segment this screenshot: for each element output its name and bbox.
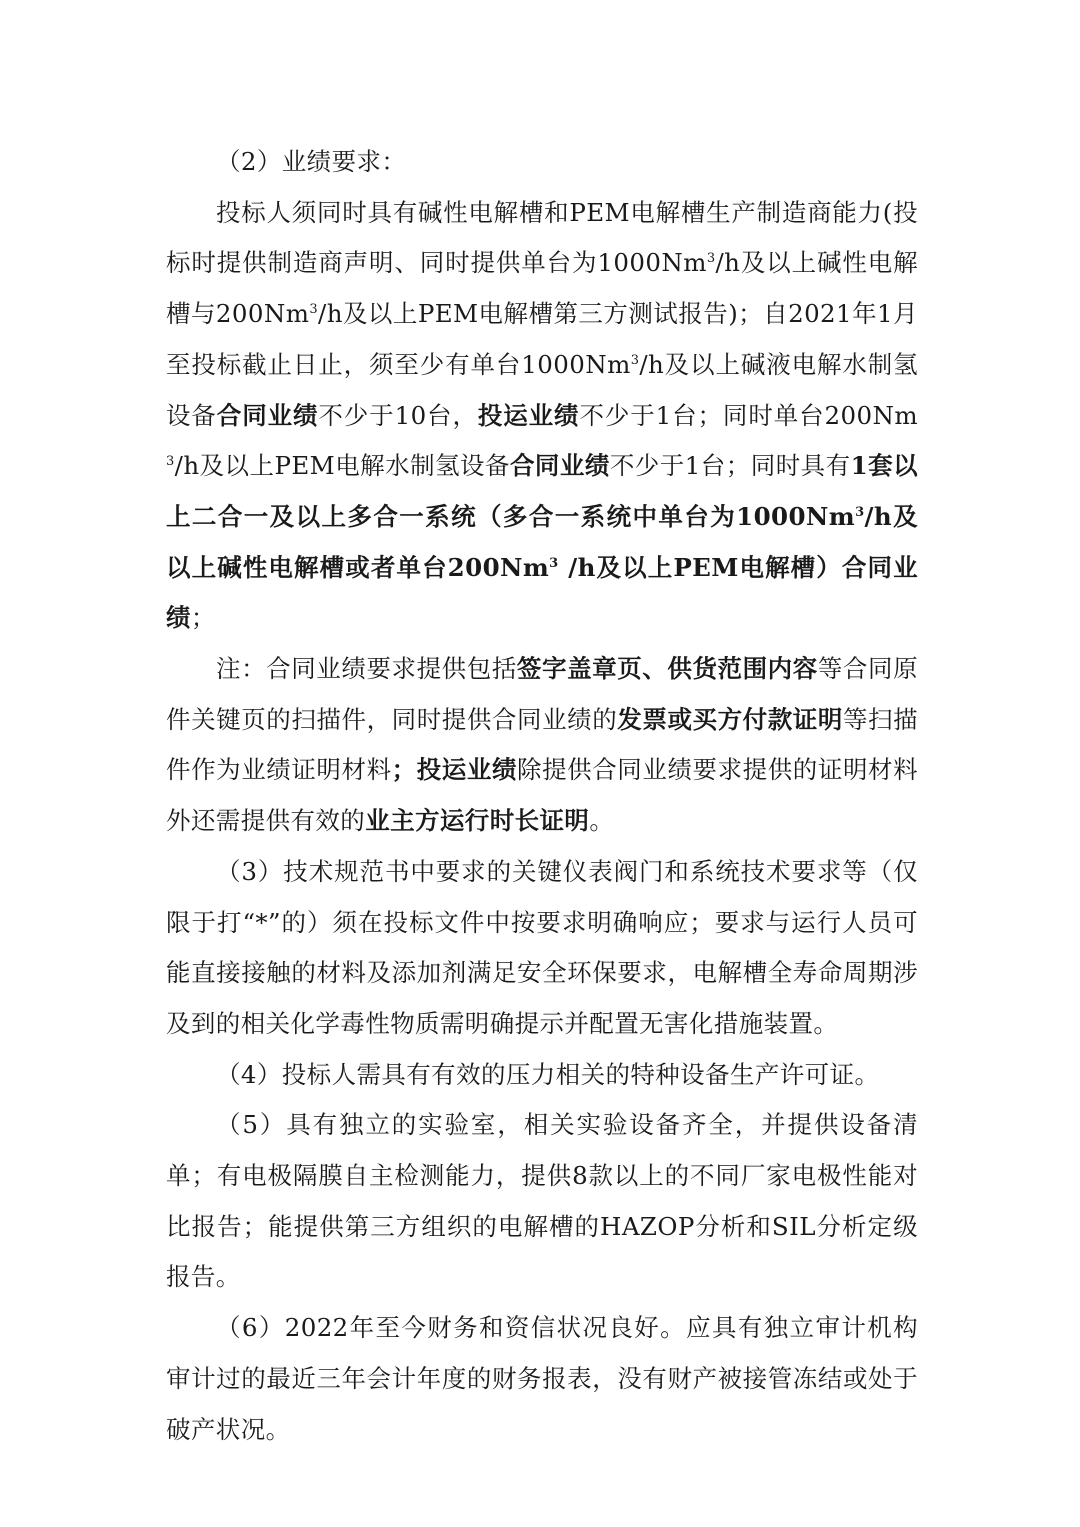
text-run: 不少于1台；同时单台200Nm [579, 400, 918, 430]
bold-text-run: /h及以上PEM电解槽）合同业绩 [166, 552, 919, 633]
document-page [166, 137, 918, 1455]
section-3-paragraph: （3）技术规范书中要求的关键仪表阀门和系统技术要求等（仅限于打“*”的）须在投标文件中按要求明确响应；要求与运行人员可能直接接触的材料及添加剂满足安全环保要求，电解槽全寿命周期涉及到的相关化学毒性物质需明确提示并配置无害化措施装置。 [166, 856, 918, 1038]
text-run: 不少于10台， [318, 400, 478, 430]
bold-text-run: 业主方运行时长证明 [365, 806, 590, 836]
section-4-paragraph: （4）投标人需具有有效的压力相关的特种设备生产许可证。 [216, 1059, 880, 1089]
bold-text-run: 发票或买方付款证明 [617, 704, 843, 734]
text-run: /h及以上碱液电解水制氢设备 [166, 349, 918, 430]
text-run: 注：合同业绩要求提供包括 [216, 654, 517, 684]
bold-text-run: 合同业绩 [216, 400, 319, 430]
section-2-heading: （2）业绩要求： [216, 147, 407, 176]
bold-text-run: 投运业绩 [477, 400, 580, 430]
bold-text-run: 1套以上二合一及以上多合一系统（多合一系统中单台为1000Nm [166, 451, 918, 531]
text-run: 不少于1台；同时具有 [609, 451, 851, 481]
text-run: ； [190, 603, 216, 633]
superscript: 3 [855, 504, 865, 520]
bold-text-run: /h及以上碱性电解槽或者单台200Nm [166, 501, 918, 582]
text-run: 等扫描件作为业绩证明材料 [166, 704, 918, 785]
section-5-paragraph: （5）具有独立的实验室，相关实验设备齐全，并提供设备清单；有电极隔膜自主检测能力，提供8款以上的不同厂家电极性能对比报告；能提供第三方组织的电解槽的HAZOP分析和SIL分析定级报告。 [166, 1110, 918, 1292]
text-run: 等合同原件关键页的扫描件，同时提供合同业绩的 [166, 654, 918, 734]
bold-text-run: 签字盖章页、供货范围内容 [516, 654, 818, 684]
text-run: 投标人须同时具有碱性电解槽和PEM电解槽生产制造商能力(投标时提供制造商声明、同时提供单台为1000Nm [166, 197, 918, 278]
section-6-paragraph: （6）2022年至今财务和资信状况良好。应具有独立审计机构审计过的最近三年会计年度的财务报表，没有财产被接管冻结或处于破产状况。 [166, 1313, 918, 1444]
superscript: 3 [706, 251, 716, 267]
text-run: /h及以上PEM电解水制氢设备 [174, 451, 510, 481]
superscript: 3 [549, 555, 559, 571]
note-paragraph [166, 644, 918, 847]
bold-text-run: ；投运业绩 [391, 755, 518, 785]
text-run: 除提供合同业绩要求提供的证明材料外还需提供有效的 [166, 755, 918, 836]
bold-text-run: 合同业绩 [509, 451, 610, 481]
text-run: /h及以上碱性电解槽与200Nm [166, 248, 918, 329]
superscript: 3 [166, 454, 175, 470]
text-run: /h及以上PEM电解槽第三方测试报告)；自2021年1月至投标截止日止，须至少有单台1000Nm [166, 299, 919, 379]
superscript: 3 [630, 352, 640, 368]
superscript: 3 [309, 301, 319, 317]
performance-requirements-paragraph [166, 188, 918, 644]
text-run: 。 [589, 806, 615, 836]
